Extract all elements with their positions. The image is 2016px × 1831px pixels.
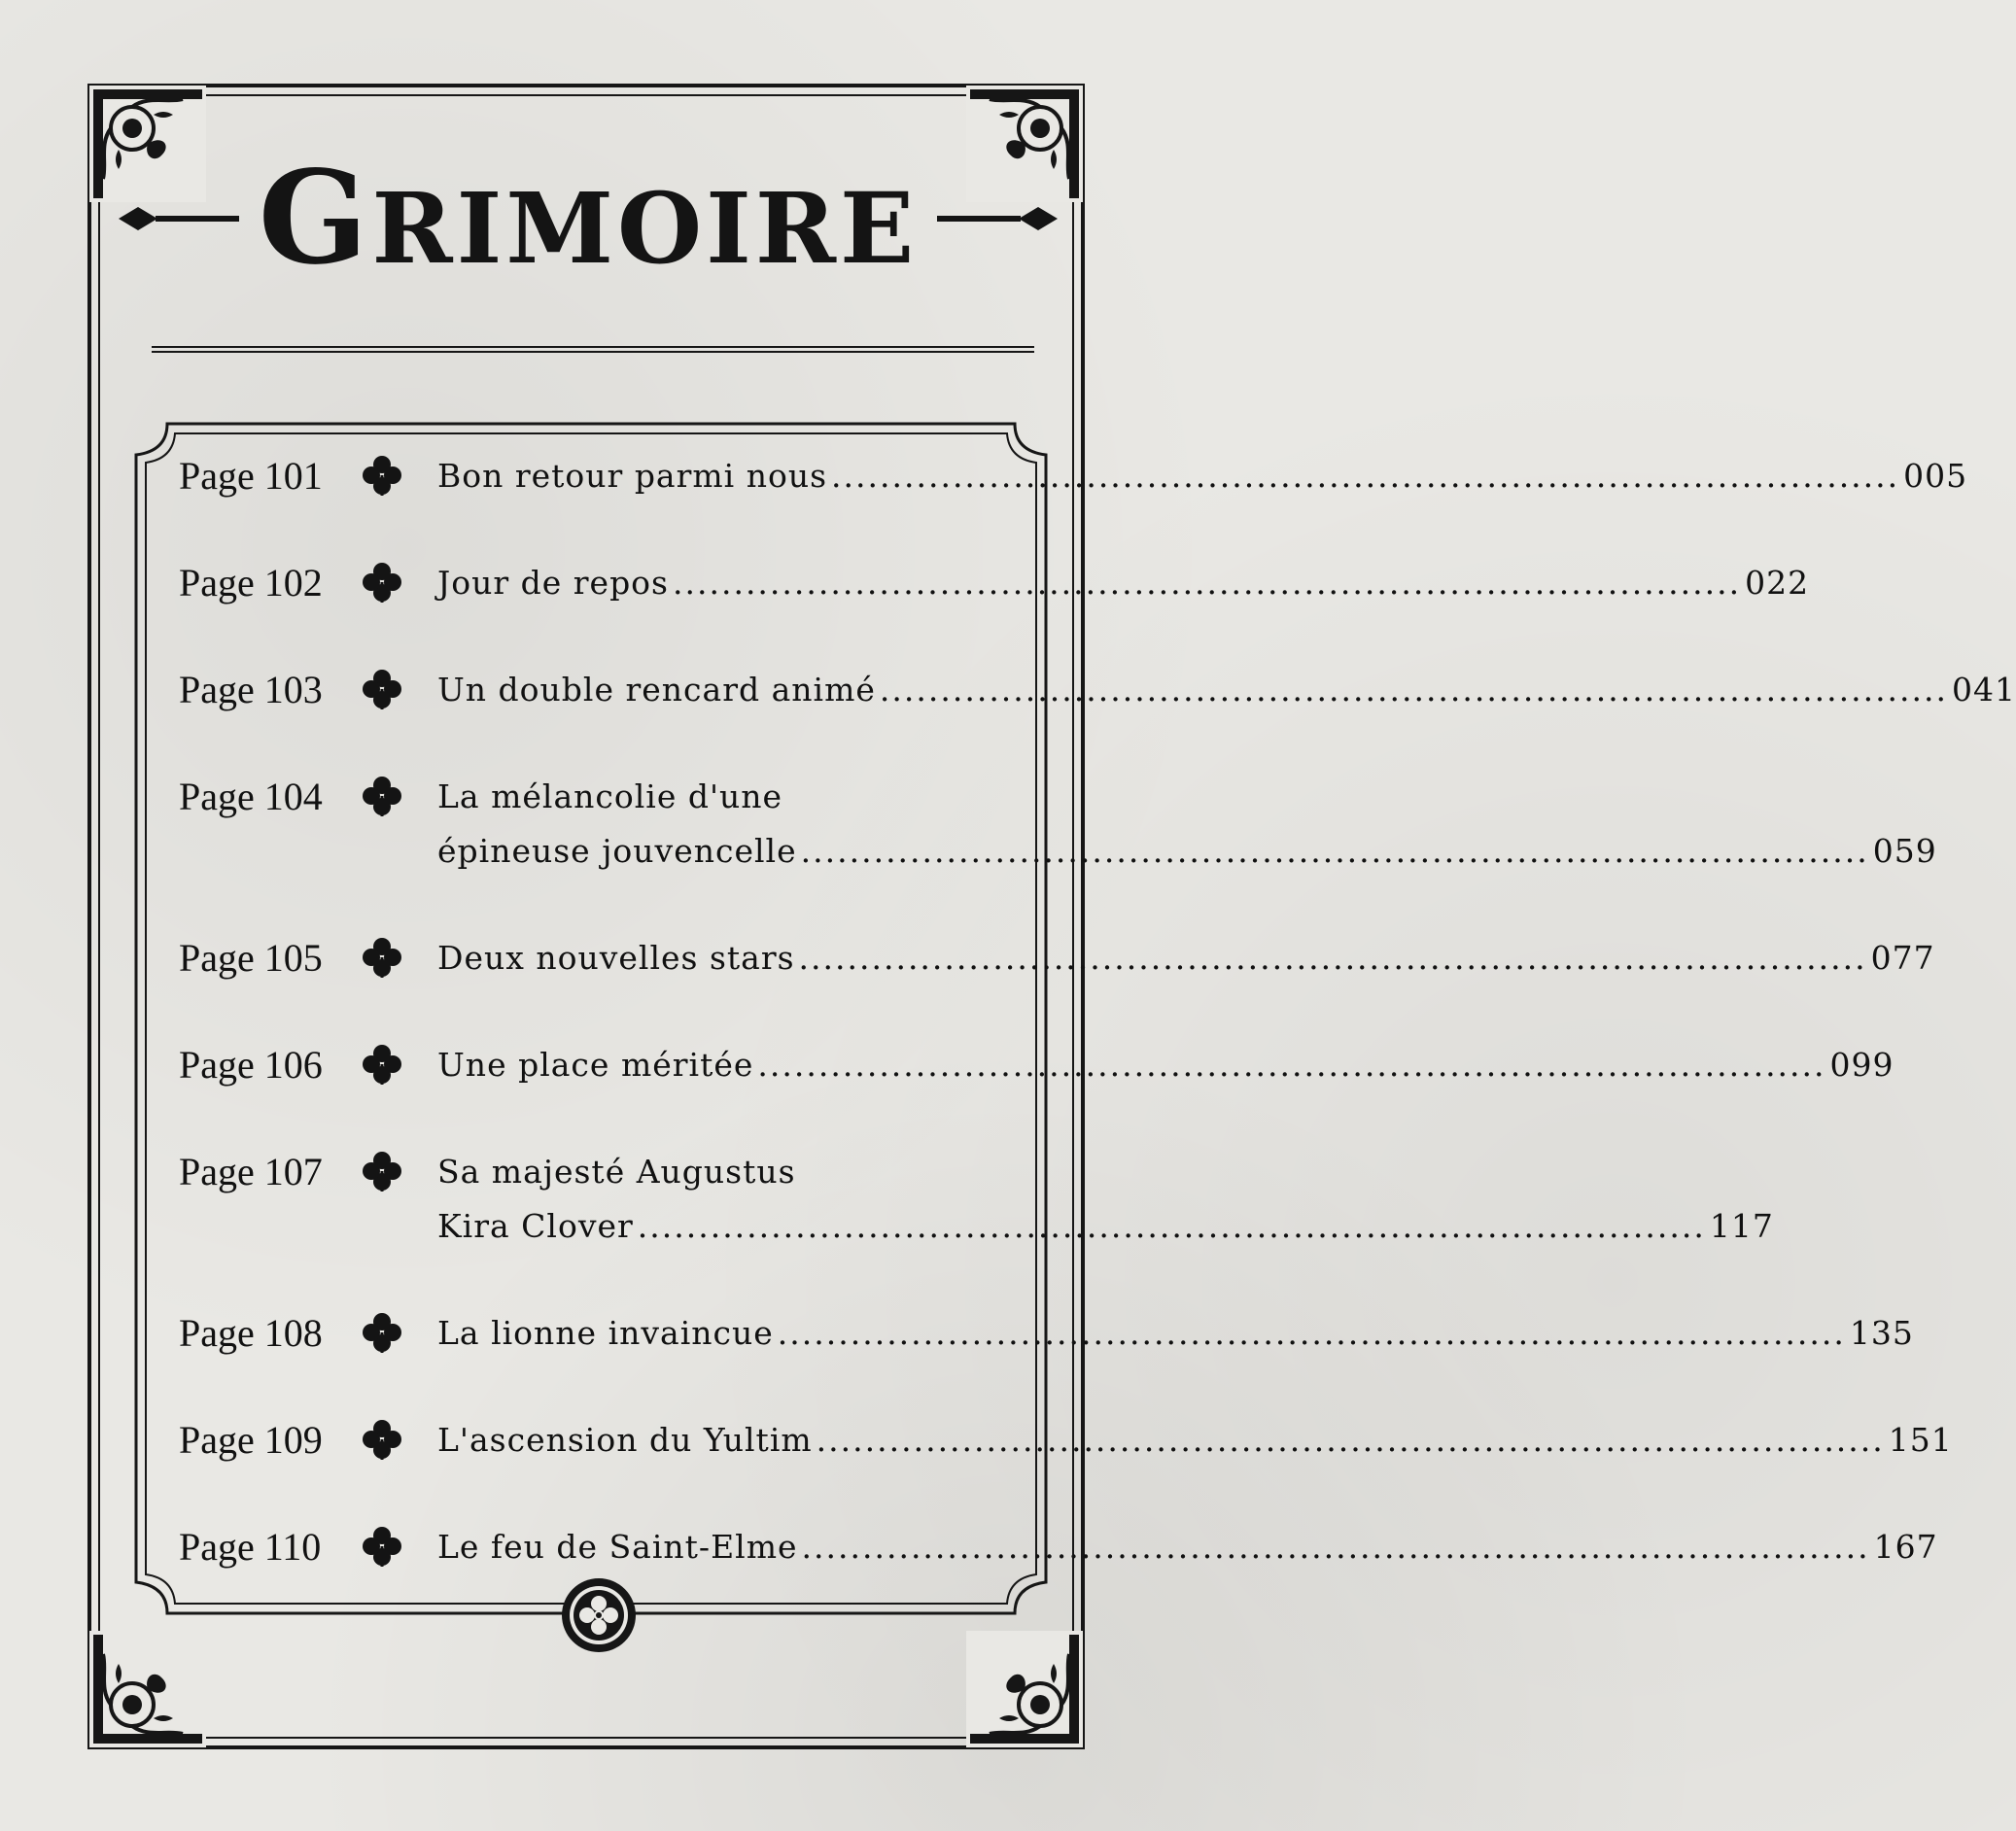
clover-icon [360,453,404,498]
chapter-number: Page 102 [179,561,323,605]
chapter-number: Page 105 [179,936,323,980]
page-number: 099 [1829,1046,1894,1084]
chapter-number: Page 101 [179,454,323,498]
entry-line [437,1520,1938,1574]
title-right-ornament-icon [935,199,1060,238]
clover-medallion-icon [560,1576,638,1654]
leader-dots [880,663,1948,717]
clover-icon [360,667,404,711]
title-initial: G [258,143,372,294]
title-block [136,143,1040,294]
entry-line [437,449,1967,503]
entry-title: Un double rencard animé [437,671,876,708]
entry-text [437,556,1809,610]
toc-entry [179,663,2016,717]
entry-line [437,1199,1774,1254]
entry-text [437,770,1937,879]
page-title [258,143,919,294]
entry-text [437,931,1935,985]
leader-dots [778,1306,1846,1361]
entry-title: Le feu de Saint-Elme [437,1528,798,1566]
page-number: 022 [1745,564,1810,602]
entry-text [437,1145,1774,1254]
toc-entry [179,770,1937,879]
clover-icon [360,1149,404,1193]
ornamental-corner-icon [89,1631,206,1747]
toc-entry [179,1520,1938,1574]
title-rest: RIMOIRE [371,171,919,286]
entry-line [437,1413,1953,1468]
clover-icon [360,935,404,980]
clover-icon [360,560,404,605]
entry-line [437,556,1809,610]
leader-dots [799,931,1867,985]
entry-title: épineuse jouvencelle [437,832,797,870]
chapter-number: Page 110 [179,1525,322,1569]
entry-line [437,1306,1914,1361]
page-number: 135 [1849,1314,1914,1352]
page-number: 041 [1952,671,2016,708]
page-number: 077 [1870,939,1935,977]
entry-line [437,1145,1774,1199]
toc-entry [179,1306,1914,1361]
clover-icon [360,1524,404,1569]
entry-title: Deux nouvelles stars [437,939,795,977]
clover-icon [360,774,404,818]
chapter-number: Page 108 [179,1311,323,1355]
page-number: 117 [1709,1207,1774,1245]
toc-entry [179,1038,1894,1092]
entry-text [437,1306,1914,1361]
clover-icon [360,1417,404,1462]
chapter-number: Page 103 [179,668,323,711]
page-number: 059 [1872,832,1937,870]
chapter-number: Page 104 [179,775,323,818]
toc-entry [179,1413,1953,1468]
chapter-number: Page 106 [179,1043,323,1087]
entry-title: Kira Clover [437,1207,634,1245]
entry-title: Jour de repos [437,564,669,602]
toc-entry [179,449,1968,503]
leader-dots [831,449,1899,503]
entry-text [437,449,1967,503]
leader-dots [802,1520,1870,1574]
title-left-ornament-icon [117,199,241,238]
entry-title: Sa majesté Augustus [437,1153,796,1191]
clover-icon [360,1042,404,1087]
entry-title: L'ascension du Yultim [437,1421,813,1459]
leader-dots [757,1038,1825,1092]
page-number: 167 [1873,1528,1938,1566]
entry-text [437,1038,1894,1092]
page-number: 005 [1903,457,1968,495]
entry-text [437,1520,1938,1574]
toc-entry [179,556,1810,610]
toc-entry [179,1145,1774,1254]
title-divider [152,346,1034,353]
ornamental-corner-icon [966,1631,1083,1747]
toc-list [179,449,2016,1627]
entry-title: Une place méritée [437,1046,754,1084]
leader-dots [638,1199,1706,1254]
entry-title: Bon retour parmi nous [437,457,828,495]
chapter-number: Page 109 [179,1418,323,1462]
leader-dots [817,1413,1885,1468]
leader-dots [801,824,1869,879]
entry-title: La mélancolie d'une [437,777,783,815]
leader-dots [673,556,1741,610]
entry-line [437,824,1937,879]
toc-entry [179,931,1935,985]
entry-line [437,663,2016,717]
page-number: 151 [1888,1421,1953,1459]
chapter-number: Page 107 [179,1150,323,1193]
entry-line [437,931,1935,985]
clover-icon [360,1310,404,1355]
entry-line [437,1038,1894,1092]
entry-text [437,1413,1953,1468]
entry-title: La lionne invaincue [437,1314,774,1352]
entry-text [437,663,2016,717]
entry-line [437,770,1937,824]
